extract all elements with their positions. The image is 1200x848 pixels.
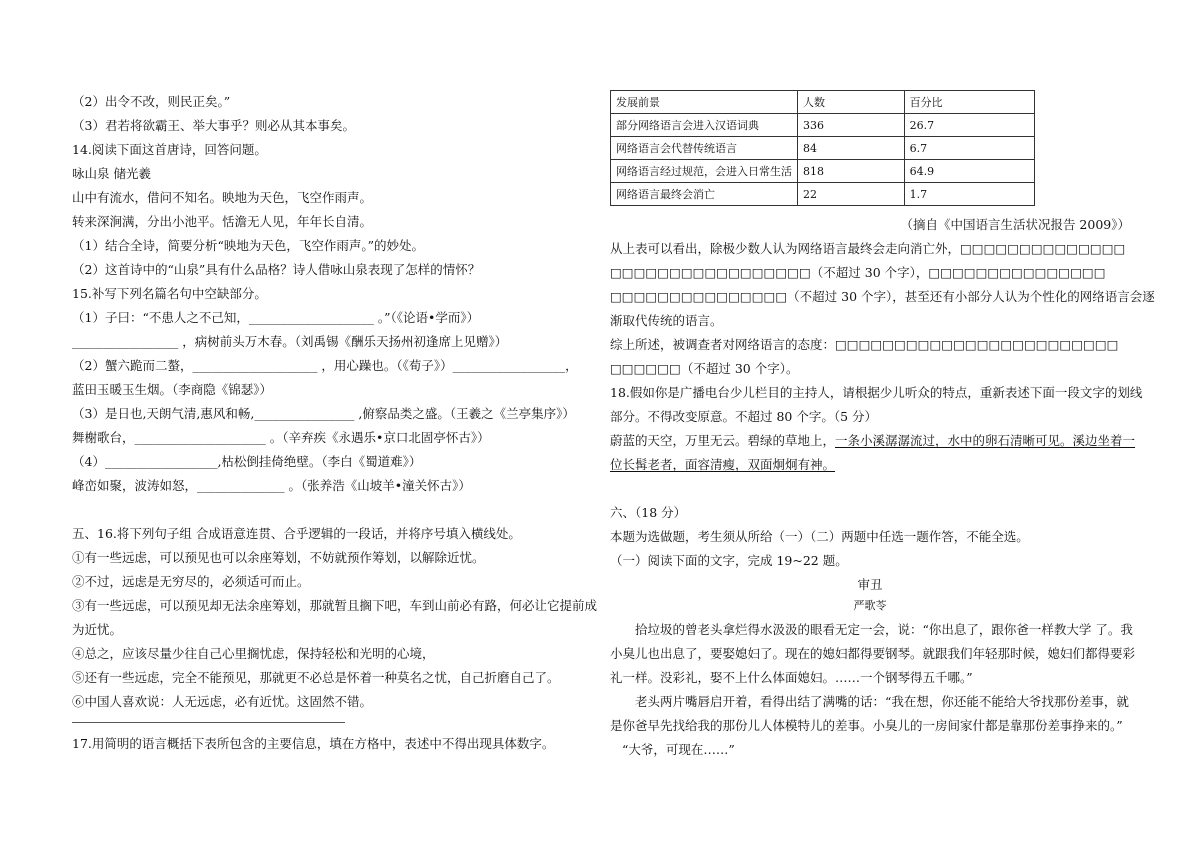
question-17: 17.用简明的语言概括下表所包含的主要信息，填在方格中，表述中不得出现具体数字。 [72, 736, 555, 751]
text-line: 渐取代传统的语言。 [610, 313, 723, 328]
sentence-option: ③有一些远虑，可以预见却无法余座筹划，那就暂且搁下吧，车到山前必有路，何必让它提前成 [72, 598, 598, 613]
question-16: 五、16.将下列句子组 合成语意连贯、合乎逻辑的一段话，并将序号填入横线处。 [72, 526, 521, 541]
story-line: 礼一样。没彩礼，娶不上什么体面媳妇。……一个钢琴得五千哪。” [610, 670, 973, 685]
q18-passage-line [610, 432, 1135, 450]
table-cell: 网络语言经过规范，会进入日常生活 [611, 160, 798, 183]
sentence-option: ②不过，远虑是无穷尽的，必须适可而止。 [72, 574, 310, 589]
fill-blank-line: （2）蟹六跪而二螯，____________________ ，用心躁也。（《荀子》）__________________， [72, 358, 578, 373]
table-cell: 网络语言会代替传统语言 [611, 137, 798, 160]
fill-blank-line: （4）__________________,枯松倒挂倚绝壁。（李白《蜀道难》） [72, 454, 422, 469]
section-6-part1: （一）阅读下面的文字，完成 19~22 题。 [610, 553, 848, 568]
story-line: 小臭儿也出息了，要娶媳妇了。现在的媳妇都得要钢琴。就跟我们年轻那时候，媳妇们都得要彩 [610, 646, 1136, 661]
table-row [611, 160, 1035, 183]
table-cell: 26.7 [904, 114, 1034, 137]
fill-blank-line: 舞榭歌台，_____________________ 。（辛弃疾《永遇乐•京口北固亭怀古》） [72, 430, 490, 445]
story-title: 审丑 [857, 577, 883, 592]
fill-blank-line: _________________ ，病树前头万木春。（刘禹锡《酬乐天扬州初逢席上见赠》） [72, 334, 508, 349]
poem-title: 咏山泉 储光羲 [72, 166, 151, 181]
fill-blank-line: 蓝田玉暖玉生烟。（李商隐《锦瑟》） [72, 382, 273, 397]
text-line: 部分。不得改变原意。不超过 80 个字。（5 分） [610, 409, 878, 424]
table-cell: 818 [798, 160, 905, 183]
poem-line: 山中有流水，借问不知名。映地为天色，飞空作雨声。 [72, 190, 373, 205]
table-row [611, 183, 1035, 206]
q18-passage-line [610, 456, 835, 474]
table-row [611, 137, 1035, 160]
q18-underlined-text: 一条小溪潺潺流过，水中的卵石清晰可见。溪边坐着一 [835, 433, 1136, 448]
text-line: 综上所述，被调查者对网络语言的态度：□□□□□□□□□□□□□□□□□□□□□□□□ [610, 337, 1119, 352]
table-cell: 6.7 [904, 137, 1034, 160]
text-line: （2）出令不改，则民正矣。” [72, 94, 231, 109]
table-header: 发展前景 [611, 91, 798, 114]
table-header: 人数 [798, 91, 905, 114]
text-line: （3）君若将欲霸王、举大事乎？则必从其本事矣。 [72, 118, 355, 133]
story-line: 拾垃圾的曾老头拿烂得水汲汲的眼看无定一会，说：“你出息了，跟你爸一样教大学 了。我 [635, 622, 1133, 637]
table-cell: 84 [798, 137, 905, 160]
q18-underlined-text: 位长髯老者，面容清瘦，双面炯炯有神。 [610, 457, 836, 472]
table-header: 百分比 [904, 91, 1034, 114]
text-line: （2）这首诗中的“山泉”具有什么品格？诗人借咏山泉表现了怎样的情怀？ [72, 262, 481, 277]
story-author: 严歌苓 [853, 599, 887, 612]
section-6-title: 六、（18 分） [610, 505, 687, 520]
table-cell: 部分网络语言会进入汉语词典 [611, 114, 798, 137]
fill-blank-line: （3）是日也,天朗气清,惠风和畅,________________ ,俯察品类之盛。（王羲之《兰亭集序》） [72, 406, 575, 421]
story-line: 老头两片嘴唇启开着，看得出结了满嘴的话：“我在想，你还能不能给大爷找那份差事，就 [635, 694, 1129, 709]
q18-text: 蔚蓝的天空，万里无云。碧绿的草地上， [610, 433, 836, 448]
story-line: “大爷，可现在……” [622, 742, 735, 757]
section-6-instruction: 本题为选做题，考生须从所给（一）（二）两题中任选一题作答，不能全选。 [610, 529, 1029, 544]
fill-blank-line: 峰峦如聚，波涛如怒，______________ 。（张养浩《山坡羊•潼关怀古》） [72, 478, 471, 493]
sentence-option: ①有一些远虑，可以预见也可以余座筹划，不妨就预作筹划，以解除近忧。 [72, 550, 485, 565]
table-cell: 网络语言最终会消亡 [611, 183, 798, 206]
table-header-row [611, 91, 1035, 114]
text-line: 从上表可以看出，除极少数人认为网络语言最终会走向消亡外，□□□□□□□□□□□□□□ [610, 241, 1126, 256]
sentence-option: ⑥中国人喜欢说：人无远虑，必有近忧。这固然不错。 [72, 694, 373, 709]
poem-line: 转来深涧满，分出小池平。恬澹无人见，年年长自清。 [72, 214, 373, 229]
table-cell: 1.7 [904, 183, 1034, 206]
sentence-option: 为近忧。 [72, 622, 123, 637]
text-line: □□□□□□（不超过 30 个字）。 [610, 361, 799, 376]
survey-table [610, 90, 1035, 206]
sentence-option: ④总之，应该尽量少往自己心里搁忧虑，保持轻松和光明的心境， [72, 646, 435, 661]
table-row [611, 114, 1035, 137]
sentence-option: ⑤还有一些远虑，完全不能预见，那就更不必总是怀着一种莫名之忧，自己折磨自己了。 [72, 670, 560, 685]
table-cell: 22 [798, 183, 905, 206]
answer-line [72, 722, 345, 723]
text-line: □□□□□□□□□□□□□□□□□（不超过 30 个字），□□□□□□□□□□□□□□□ [610, 265, 1106, 280]
text-line: □□□□□□□□□□□□□□□（不超过 30 个字），甚至还有小部分人认为个性化的网络语言会逐 [610, 289, 1155, 304]
question-18: 18.假如你是广播电台少儿栏目的主持人，请根据少儿听众的特点，重新表述下面一段文字的划线 [610, 385, 1143, 400]
table-cell: 336 [798, 114, 905, 137]
fill-blank-line: （1）子曰：“不患人之不己知，____________________ 。”（《论语•学而》） [72, 310, 480, 325]
table-source: （摘自《中国语言生活状况报告 2009》） [900, 217, 1130, 232]
text-line: （1）结合全诗，简要分析“映地为天色，飞空作雨声。”的妙处。 [72, 238, 424, 253]
question-14: 14.阅读下面这首唐诗，回答问题。 [72, 142, 267, 157]
story-line: 是你爸早先找给我的那份儿人体模特儿的差事。小臭儿的一房间家什都是靠那份差事挣来的。” [610, 718, 1123, 733]
question-15: 15.补写下列名篇名句中空缺部分。 [72, 286, 267, 301]
table-cell: 64.9 [904, 160, 1034, 183]
